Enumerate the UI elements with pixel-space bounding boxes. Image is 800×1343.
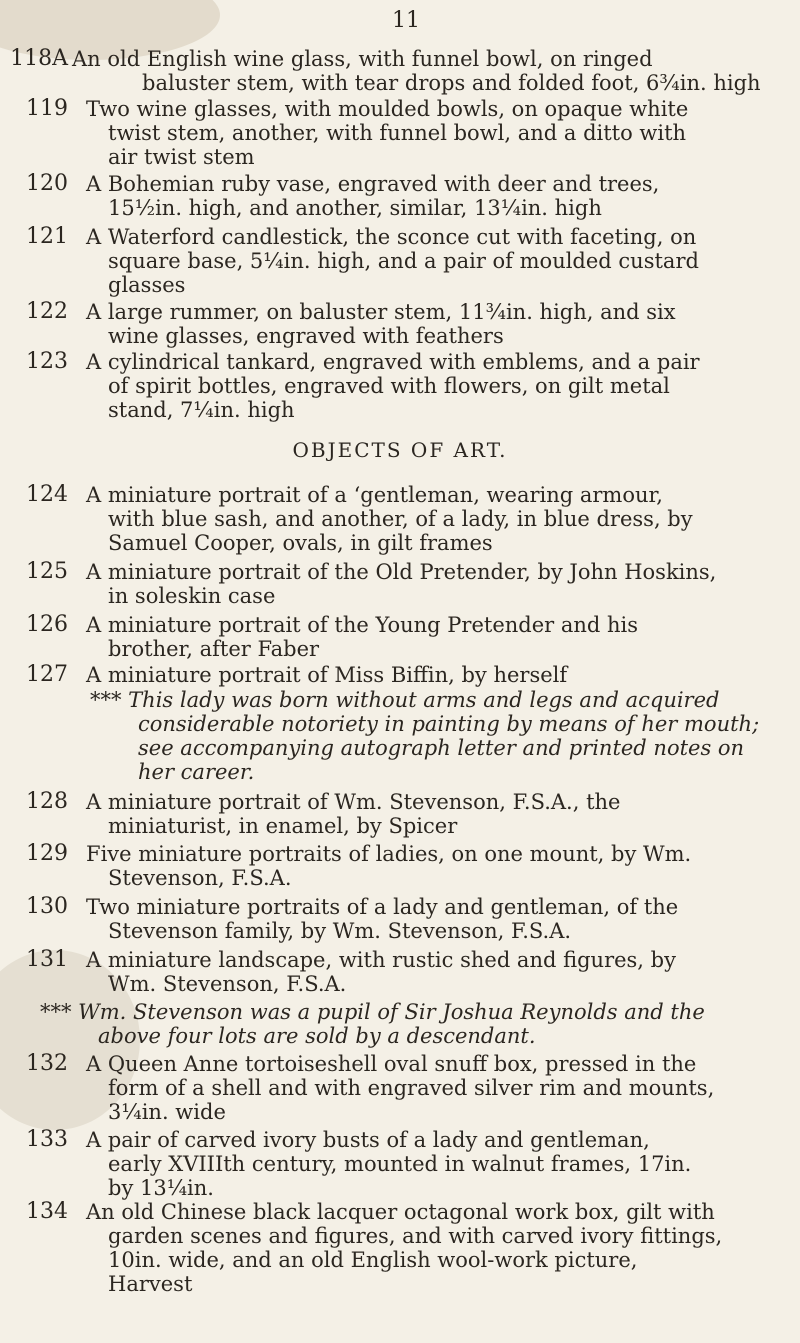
lot-description: A miniature portrait of Miss Biffin, by herself <box>86 663 568 687</box>
lot-description: A pair of carved ivory busts of a lady and gentleman, early XVIIIth century, mounted in walnut frames, 17in. by 13¼in. <box>86 1128 692 1200</box>
lot-number: 126 <box>26 612 68 637</box>
lot-number: 121 <box>26 224 68 249</box>
lot-number: 133 <box>26 1127 68 1152</box>
lot-number: 128 <box>26 789 68 814</box>
page-number: 11 <box>392 8 420 33</box>
lot-description: A large rummer, on baluster stem, 11¾in. high, and six wine glasses, engraved with feathers <box>86 300 676 348</box>
lot-description: A Bohemian ruby vase, engraved with deer and trees, 15½in. high, and another, similar, 13¼in. high <box>86 172 660 220</box>
section-heading: OBJECTS OF ART. <box>292 438 508 462</box>
lot-note: *** This lady was born without arms and legs and acquired considerable notoriety in painting by means of her mouth; see accompanying autograph letter and printed notes on her career. <box>90 688 760 784</box>
lot-description: A cylindrical tankard, engraved with emblems, and a pair of spirit bottles, engraved with flowers, on gilt metal stand, 7¼in. high <box>86 350 700 422</box>
lot-description: Five miniature portraits of ladies, on one mount, by Wm. Stevenson, F.S.A. <box>86 842 692 890</box>
lot-description: A Waterford candlestick, the sconce cut with faceting, on square base, 5¼in. high, and a pair of moulded custard glasses <box>86 225 699 297</box>
lot-number: 124 <box>26 482 68 507</box>
lot-number: 119 <box>26 96 68 121</box>
lot-number: 130 <box>26 894 68 919</box>
lot-number: 134 <box>26 1199 68 1224</box>
lot-description: A Queen Anne tortoiseshell oval snuff box, pressed in the form of a shell and with engraved silver rim and mounts, 3¼in. wide <box>86 1052 715 1124</box>
lot-description: An old English wine glass, with funnel bowl, on ringed baluster stem, with tear drops and folded foot, 6¾in. high <box>72 47 761 95</box>
lot-number: 132 <box>26 1051 68 1076</box>
lot-description: A miniature portrait of the Old Pretender, by John Hoskins, in soleskin case <box>86 560 717 608</box>
lot-number: 118A <box>10 46 68 71</box>
lot-number: 120 <box>26 171 68 196</box>
lot-description: A miniature landscape, with rustic shed and figures, by Wm. Stevenson, F.S.A. <box>86 948 676 996</box>
lot-description: An old Chinese black lacquer octagonal work box, gilt with garden scenes and figures, and with carved ivory fittings, 10in. wide, and an old English wool-work picture, Harvest <box>86 1200 723 1296</box>
lot-number: 129 <box>26 841 68 866</box>
lot-number: 127 <box>26 662 68 687</box>
lot-note: *** Wm. Stevenson was a pupil of Sir Joshua Reynolds and the above four lots are sold by a descendant. <box>40 1000 705 1048</box>
lot-description: A miniature portrait of the Young Pretender and his brother, after Faber <box>86 613 639 661</box>
lot-number: 122 <box>26 299 68 324</box>
lot-description: A miniature portrait of a ‘gentleman, wearing armour, with blue sash, and another, of a lady, in blue dress, by Samuel Cooper, ovals, in gilt frames <box>86 483 693 555</box>
lot-number: 131 <box>26 947 68 972</box>
lot-description: Two wine glasses, with moulded bowls, on opaque white twist stem, another, with funnel bowl, and a ditto with air twist stem <box>86 97 689 169</box>
lot-description: A miniature portrait of Wm. Stevenson, F.S.A., the miniaturist, in enamel, by Spicer <box>86 790 621 838</box>
lot-number: 125 <box>26 559 68 584</box>
lot-description: Two miniature portraits of a lady and gentleman, of the Stevenson family, by Wm. Stevenson, F.S.A. <box>86 895 679 943</box>
lot-number: 123 <box>26 349 68 374</box>
